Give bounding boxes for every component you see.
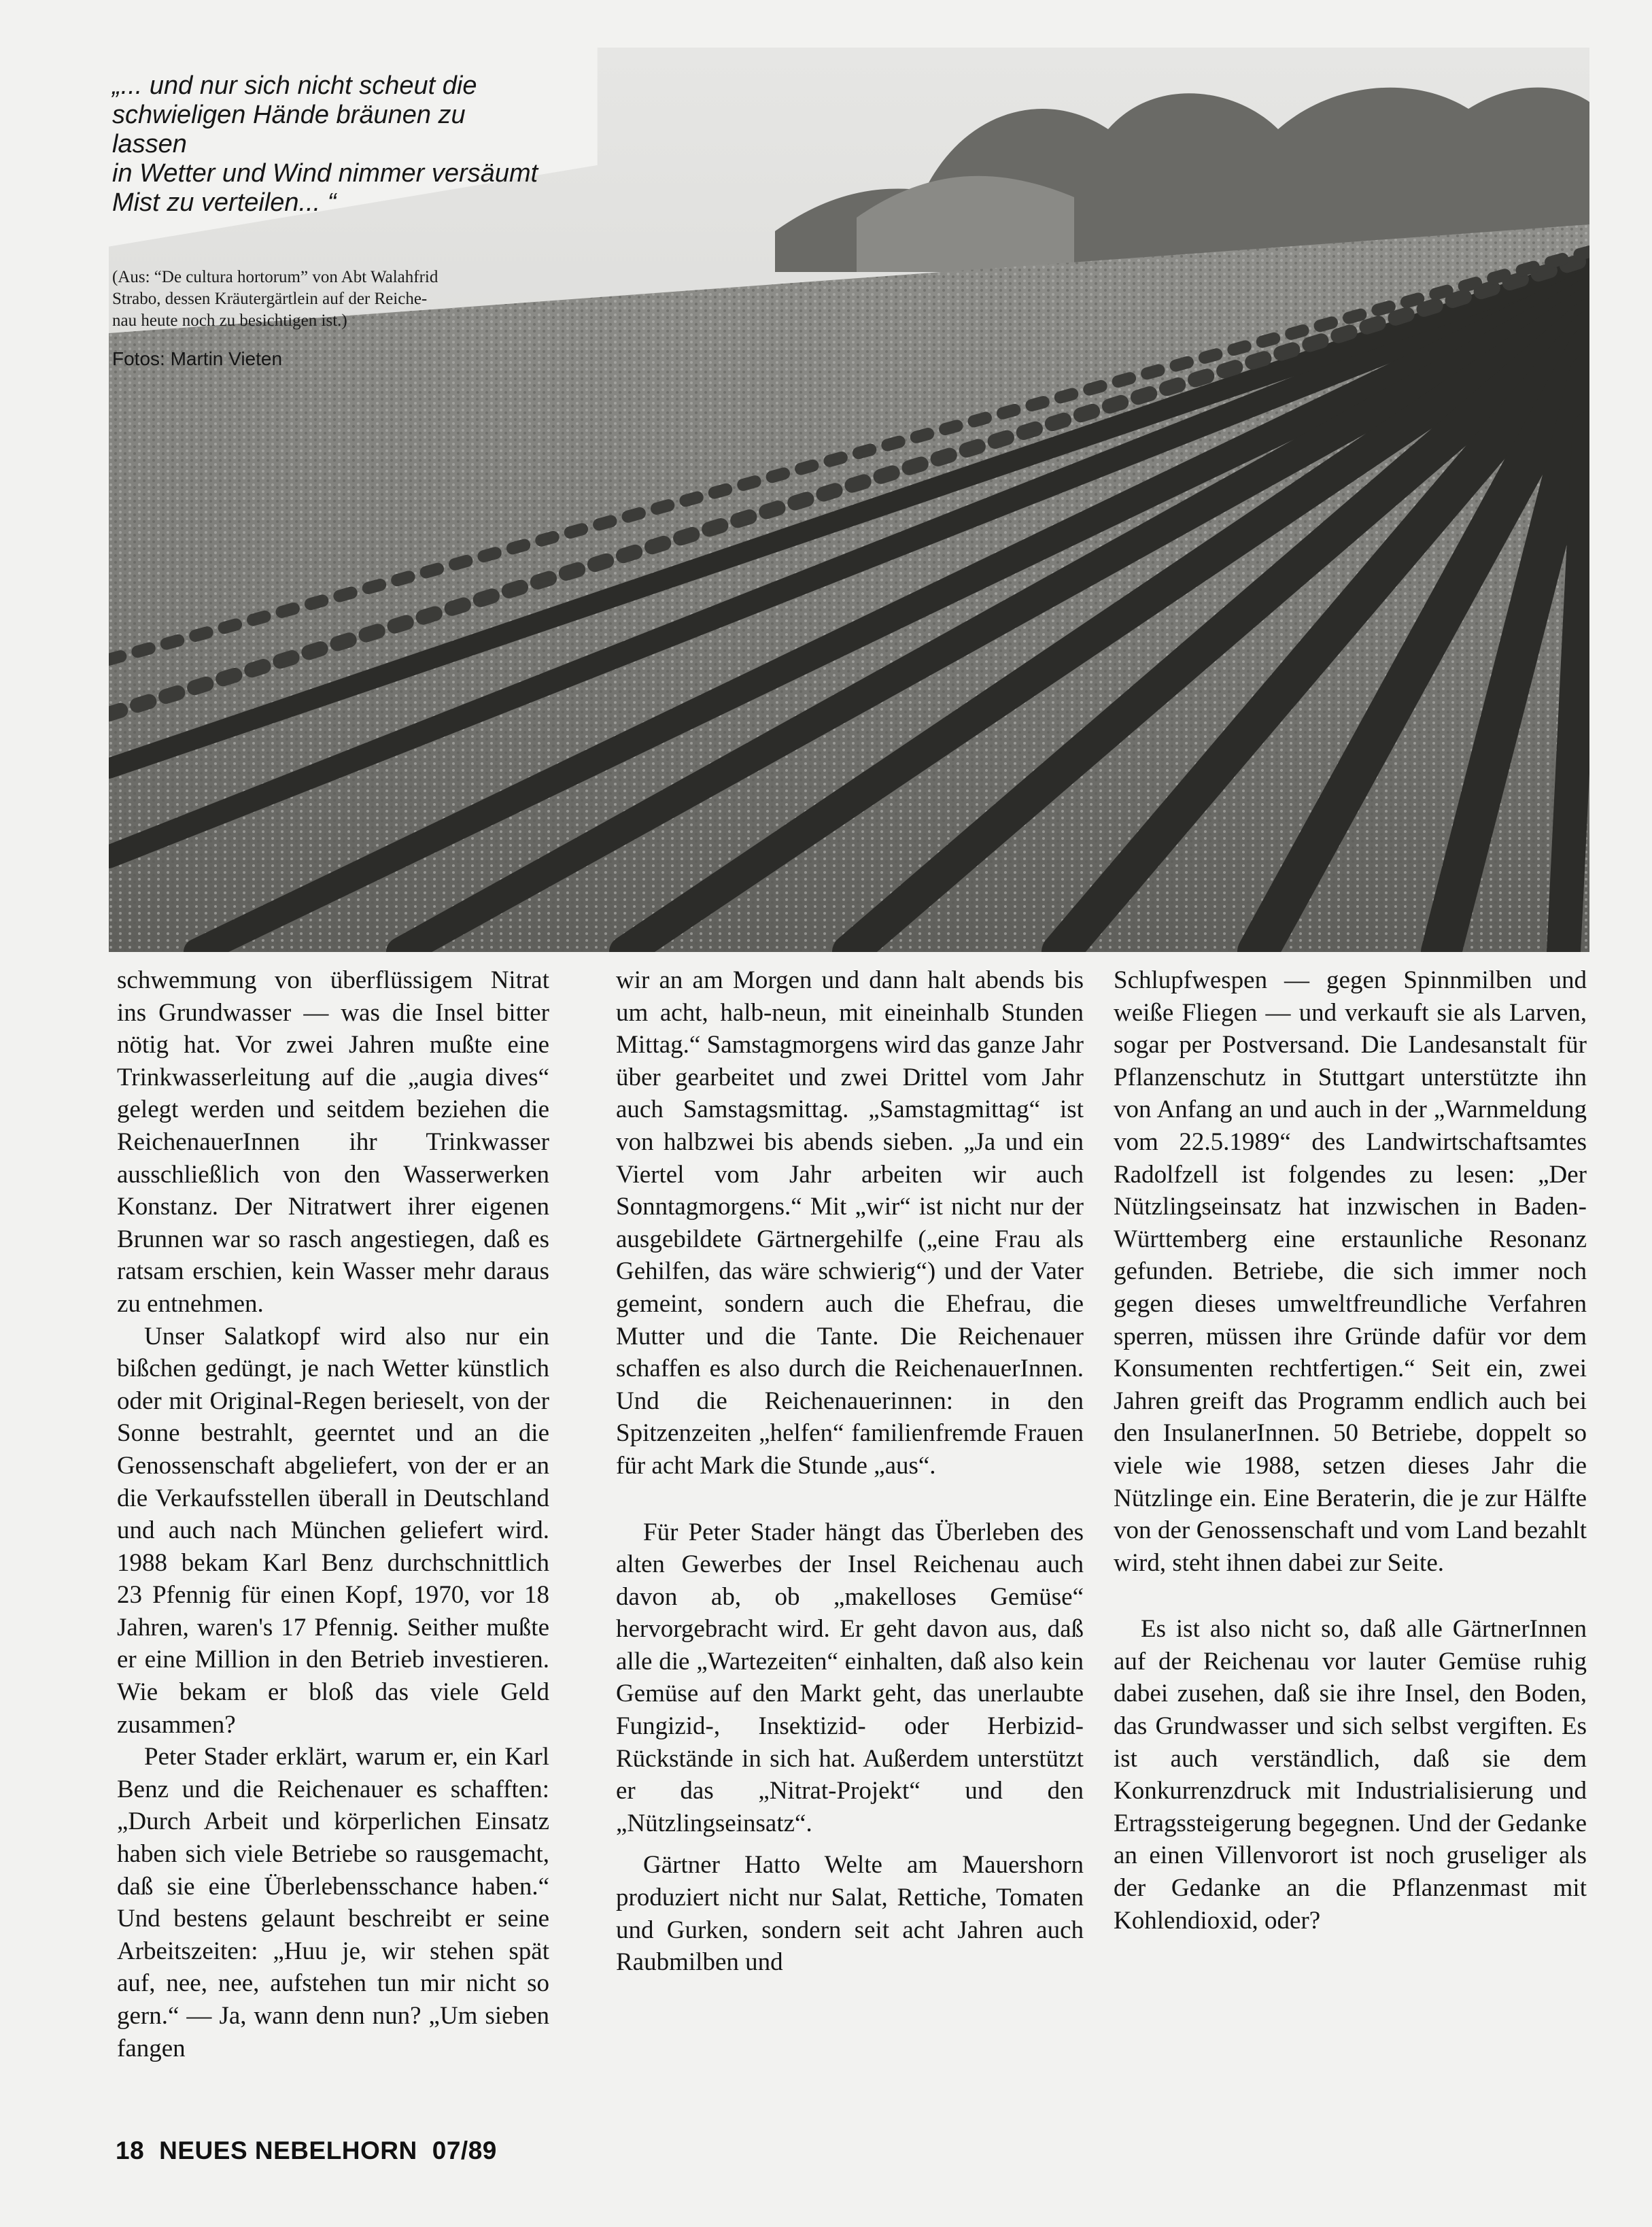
quote-line: „... und nur sich nicht scheut die	[112, 71, 477, 100]
source-line: (Aus: “De cultura hortorum” von Abt Walahfrid	[112, 268, 438, 286]
source-line: Strabo, dessen Kräutergärtlein auf der Reiche-	[112, 290, 428, 308]
page-number: 18	[116, 2137, 145, 2164]
source-line: nau heute noch zu besichtigen ist.)	[112, 311, 347, 330]
quote-line: schwieligen Hände bräunen zu	[112, 101, 466, 129]
quote-source	[112, 267, 602, 332]
paragraph: Unser Salatkopf wird also nur ein bißchen gedüngt, je nach Wetter künstlich oder mit Original-Regen berieselt, von der Sonne bestrahlt, geerntet und an die Genossenschaft abgeliefert, von der er an die Verkaufsstellen überall in Deutschland und auch nach München geliefert wird. 1988 bekam Karl Benz durchschnittlich 23 Pfennig für einen Kopf, 1970, vor 18 Jahren, waren's 17 Pfennig. Seither mußte er eine Million in den Betrieb investieren. Wie bekam er bloß das viele Geld zusammen?	[117, 1322, 549, 1739]
paragraph: Schlupfwespen — gegen Spinnmilben und weiße Fliegen — und verkauft sie als Larven, sogar per Postversand. Die Landesanstalt für Pflanzenschutz in Stuttgart unterstützte ihn von Anfang an und auch in der „Warnmeldung vom 22.5.1989“ des Landwirtschaftsamtes Radolfzell ist folgendes zu lesen: „Der Nützlingseinsatz hat inzwischen in Baden-Württemberg eine erstaunliche Resonanz gefunden. Betriebe, die sich immer noch gegen dieses umweltfreundliche Verfahren sperren, müssen ihre Gründe dafür vor dem Konsumenten rechtfertigen.“ Seit ein, zwei Jahren greift das Programm endlich auch bei den InsulanerInnen. 50 Betriebe, doppelt so viele wie 1988, setzen dieses Jahr die Nützlinge ein. Eine Beraterin, die je zur Hälfte von der Genossenschaft und vom Land bezahlt wird, steht ihnen dabei zur Seite.	[1114, 966, 1587, 1577]
text-column-2	[616, 964, 1084, 2120]
text-column-3	[1114, 964, 1587, 2120]
magazine-title: NEUES NEBELHORN	[159, 2137, 417, 2164]
paragraph: Peter Stader erklärt, warum er, ein Karl Benz und die Reichenauer es schafften: „Durch Arbeit und körperlichen Einsatz haben sich viele Betriebe so rausgemacht, daß sie eine Überlebensschance haben.“ Und bestens gelaunt beschreibt er seine Arbeitszeiten: „Huu je, wir stehen spät auf, nee, nee, aufstehen tun mir nicht so gern.“ — Ja, wann denn nun? „Um sieben fangen	[117, 1743, 549, 2062]
epigraph-quote	[112, 71, 588, 218]
paragraph: Für Peter Stader hängt das Überleben des alten Gewerbes der Insel Reichenau auch davon ab, ob „makelloses Gemüse“ hervorgebracht wird. Er geht davon aus, daß alle die „Wartezeiten“ einhalten, daß also kein Gemüse auf den Markt geht, das unerlaubte Fungizid-, Insektizid- oder Herbizid-Rückstände in sich hat. Außerdem unterstützt er das „Nitrat-Projekt“ und den „Nützlingseinsatz“.	[616, 1518, 1084, 1837]
paragraph: wir an am Morgen und dann halt abends bis um acht, halb-neun, mit eineinhalb Stunden Mittag.“ Samstagmorgens wird das ganze Jahr über gearbeitet und zwei Drittel vom Jahr auch Samstagsmittag. „Samstagmittag“ ist von halbzwei bis abends sieben. „Ja und ein Viertel vom Jahr arbeiten wir auch Sonntagmorgens.“ Mit „wir“ ist nicht nur der ausgebildete Gärtnergehilfe („eine Frau als Gehilfen, das wäre schwierig“) und der Vater gemeint, sondern auch die Ehefrau, die Mutter und die Tante. Die Reichenauer schaffen es also durch die ReichenauerInnen. Und die Reichenauerinnen: in den Spitzenzeiten „helfen“ familienfremde Frauen für acht Mark die Stunde „aus“.	[616, 966, 1084, 1480]
paragraph: Gärtner Hatto Welte am Mauershorn produziert nicht nur Salat, Rettiche, Tomaten und Gurken, sondern seit acht Jahren auch Raubmilben und	[616, 1851, 1084, 1977]
paragraph: schwemmung von überflüssigem Nitrat ins Grundwasser — was die Insel bitter nötig hat. Vor zwei Jahren mußte eine Trinkwasserleitung auf die „augia dives“ gelegt werden und seitdem beziehen die ReichenauerInnen ihr Trinkwasser ausschließlich von den Wasserwerken Konstanz. Der Nitratwert ihrer eigenen Brunnen war so rasch angestiegen, daß es ratsam erschien, kein Wasser mehr daraus zu entnehmen.	[117, 966, 549, 1318]
page-footer	[116, 2137, 512, 2165]
photo-credit: Fotos: Martin Vieten	[112, 348, 283, 369]
quote-line: Mist zu verteilen... “	[112, 188, 337, 217]
paragraph: Es ist also nicht so, daß alle GärtnerInnen auf der Reichenau vor lauter Gemüse ruhig dabei zusehen, daß sie ihre Insel, den Boden, das Grundwasser und sich selbst vergiften. Es ist auch verständlich, daß sie dem Konkurrenzdruck mit Industrialisierung und Ertragssteigerung begegnen. Und der Gedanke an einen Villenvorort ist noch gruseliger als der Gedanke an die Pflanzenmast mit Kohlendioxid, oder?	[1114, 1615, 1587, 1935]
text-column-1	[117, 964, 549, 2120]
issue-number: 07/89	[432, 2137, 497, 2164]
quote-line: lassen	[112, 130, 187, 158]
quote-line: in Wetter und Wind nimmer versäumt	[112, 159, 538, 188]
